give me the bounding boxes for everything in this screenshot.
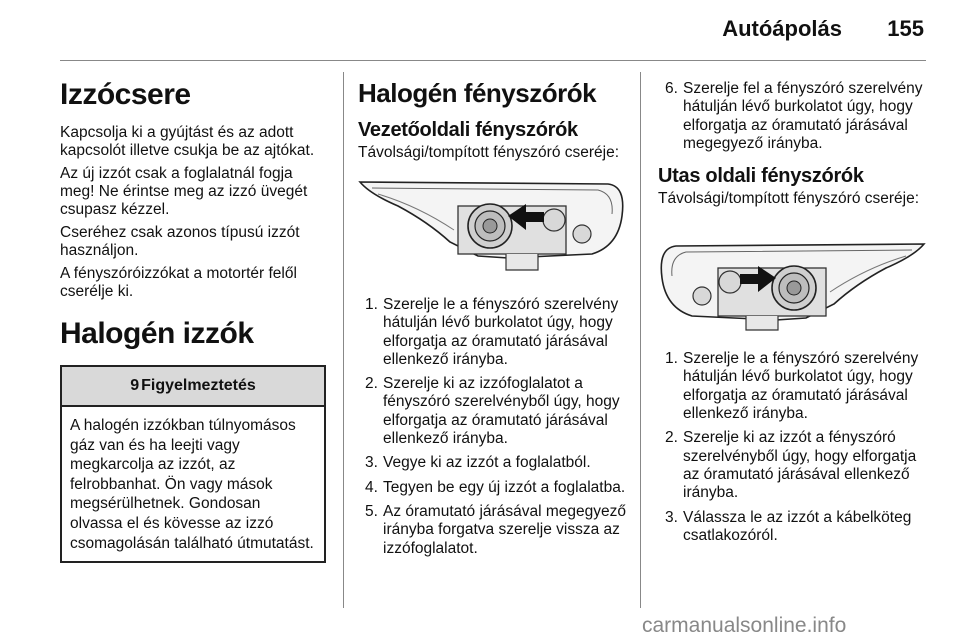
warning-icon: 9	[130, 377, 140, 394]
passenger-side-headlamp-illustration	[658, 228, 926, 336]
column-divider	[640, 72, 641, 608]
column-left	[60, 72, 328, 563]
intro-text: Távolsági/tompított fényszóró cseréje:	[658, 190, 920, 208]
watermark: carmanualsonline.info	[642, 614, 847, 637]
list-item: 3. Válassza le az izzót a kábelköteg csatlakozóról.	[665, 508, 912, 544]
column-divider	[343, 72, 344, 608]
warning-text: A halogén izzókban túlnyomásos gáz van és ha leejti vagy megkarcolja az izzót, az felrobbanhat. Ön vagy mások megsérülhetnek. Gondosan olvassa el és kövesse az izzó csomagolásán található útmutatást.	[70, 417, 314, 552]
running-header-title: Autóápolás	[722, 16, 842, 41]
list-item: 3. Vegye ki az izzót a foglalatból.	[365, 454, 591, 472]
list-item: 5. Az óramutató járásával megegyező irányba forgatva szerelje vissza az izzófoglalatot.	[365, 502, 626, 557]
driver-side-headlamp-illustration	[358, 176, 628, 284]
section-heading-halogen-bulbs: Halogén izzók	[60, 317, 254, 350]
paragraph: A fényszóróizzókat a motortér felől cserélje ki.	[60, 265, 297, 300]
paragraph: Az új izzót csak a foglalatnál fogja meg! Ne érintse meg az izzó üvegét csupasz kézzel.	[60, 165, 308, 218]
section-heading-bulb-replacement: Izzócsere	[60, 78, 191, 111]
list-item: 2. Szerelje ki az izzófoglalatot a fényszóró szerelvényből úgy, hogy elforgatja az óramutató járásával ellenkező irányba.	[365, 375, 620, 448]
subheading-passenger-side: Utas oldali fényszórók	[658, 165, 864, 188]
step-list-passenger	[658, 350, 926, 545]
warning-box	[60, 365, 326, 563]
list-item: 1. Szerelje le a fényszóró szerelvény hátulján lévő burkolatot úgy, hogy elforgatja az óramutató járásával ellenkező irányba.	[665, 350, 919, 423]
list-item: 6. Szerelje fel a fényszóró szerelvény hátulján lévő burkolatot úgy, hogy elforgatja az óramutató járásával megegyező irányba.	[665, 80, 923, 152]
warning-header	[62, 367, 324, 407]
list-item: 2. Szerelje ki az izzót a fényszóró szerelvényből úgy, hogy elforgatja az óramutató járásával ellenkező irányba.	[665, 429, 917, 502]
column-right	[658, 72, 926, 551]
section-heading-halogen-headlamps: Halogén fényszórók	[358, 78, 597, 108]
header-rule	[60, 60, 926, 61]
page-number: 155	[887, 16, 924, 41]
subheading-driver-side: Vezetőoldali fényszórók	[358, 119, 578, 141]
column-middle	[358, 72, 628, 564]
step-list-driver	[358, 296, 628, 558]
step-list-driver-continued	[658, 80, 926, 153]
paragraph: Kapcsolja ki a gyújtást és az adott kapcsolót illetve csukja be az ajtókat.	[60, 124, 315, 159]
list-item: 1. Szerelje le a fényszóró szerelvény hátulján lévő burkolatot úgy, hogy elforgatja az óramutató járásával ellenkező irányba.	[365, 296, 619, 368]
warning-title: Figyelmeztetés	[141, 377, 256, 394]
intro-text: Távolsági/tompított fényszóró cseréje:	[358, 144, 620, 161]
paragraph: Cseréhez csak azonos típusú izzót használjon.	[60, 224, 300, 259]
list-item: 4. Tegyen be egy új izzót a foglalatba.	[365, 478, 626, 496]
